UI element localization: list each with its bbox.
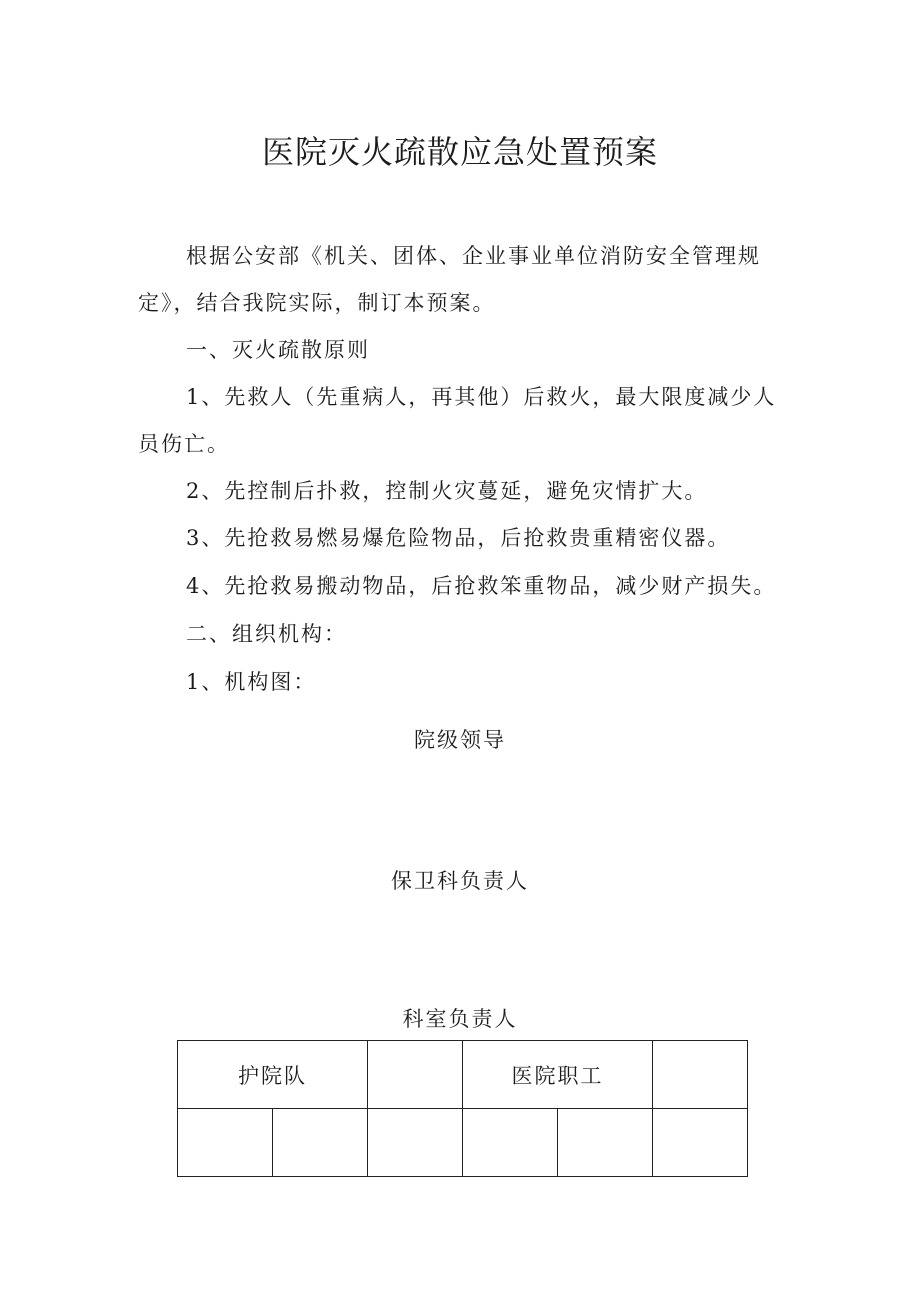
principle-4: 4、先抢救易搬动物品，后抢救笨重物品，减少财产损失。 [186,574,777,598]
intro-paragraph-line-1: 根据公安部《机关、团体、企业事业单位消防安全管理规 [186,244,761,268]
org-cell-empty [463,1109,558,1177]
principle-1-line-1: 1、先救人（先重病人，再其他）后救火，最大限度减少人 [186,385,777,409]
section-heading-organization: 二、组织机构： [186,622,347,646]
org-cell-empty [178,1109,273,1177]
principle-2: 2、先控制后扑救，控制火灾蔓延，避免灾情扩大。 [186,479,708,503]
principle-1-line-2: 员伤亡。 [138,432,230,456]
org-cell-guard-team: 护院队 [178,1041,368,1109]
org-table-row-1 [178,1041,748,1109]
principle-3: 3、先抢救易燃易爆危险物品，后抢救贵重精密仪器。 [186,526,731,550]
section-heading-principles: 一、灭火疏散原则 [186,338,370,362]
org-cell-empty [653,1109,748,1177]
org-cell-empty [368,1109,463,1177]
org-cell-empty [273,1109,368,1177]
org-cell-empty [558,1109,653,1177]
org-cell-empty [653,1041,748,1109]
org-level-security-head: 保卫科负责人 [391,869,529,893]
intro-paragraph-line-2: 定》，结合我院实际，制订本预案。 [138,291,496,315]
org-table-row-2 [178,1109,748,1177]
org-chart-table [177,1040,748,1177]
org-level-hospital-leaders: 院级领导 [414,728,506,752]
org-cell-empty [368,1041,463,1109]
org-cell-hospital-staff: 医院职工 [463,1041,653,1109]
org-level-department-head: 科室负责人 [402,1007,518,1031]
document-title: 医院灭火疏散应急处置预案 [261,133,658,171]
org-chart-label: 1、机构图： [186,670,317,694]
